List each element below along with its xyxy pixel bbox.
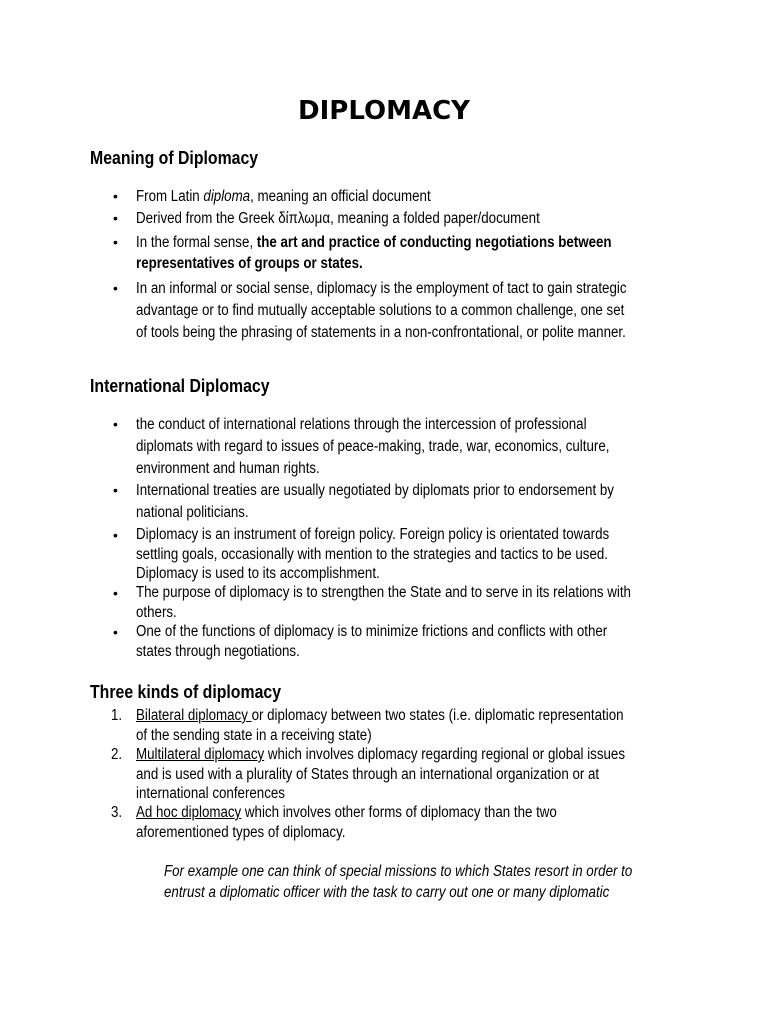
list-item: the conduct of international relations through the intercession of professional diplomats with regard to issues of peace-making, trade, war, economics, culture, environment and human rights. (136, 416, 610, 477)
bullet-icon: • (113, 416, 118, 432)
bullet-icon: • (113, 482, 118, 498)
list-item: Bilateral diplomacy or diplomacy between two states (i.e. diplomatic representation of the sending state in a receiving state) (136, 707, 624, 744)
list-item: In the formal sense, the art and practice of conducting negotiations between representatives of groups or states. (136, 234, 612, 272)
list-number: 3. (111, 804, 123, 821)
section-heading-international: International Diplomacy (90, 376, 270, 396)
example-paragraph: For example one can think of special missions to which States resort in order to entrust a diplomatic officer with the task to carry out one or many diplomatic (164, 863, 633, 901)
list-item: Multilateral diplomacy which involves diplomacy regarding regional or global issues and is used with a plurality of States through an international organization or at international conferences (136, 746, 626, 802)
list-item: One of the functions of diplomacy is to minimize frictions and conflicts with other states through negotiations. (136, 623, 608, 660)
document-title: DIPLOMACY (298, 96, 470, 126)
list-item: Ad hoc diplomacy which involves other forms of diplomacy than the two aforementioned types of diplomacy. (136, 804, 557, 841)
section-heading-meaning: Meaning of Diplomacy (90, 148, 259, 168)
bullet-icon: • (113, 210, 118, 226)
section-heading-kinds: Three kinds of diplomacy (90, 682, 282, 702)
bullet-icon: • (113, 280, 118, 296)
bullet-icon: • (113, 624, 118, 640)
list-item: Derived from the Greek δίπλωμα, meaning a folded paper/document (136, 210, 540, 227)
bullet-icon: • (113, 585, 118, 601)
list-number: 2. (111, 746, 123, 763)
list-number: 1. (111, 707, 123, 724)
bullet-icon: • (113, 188, 118, 204)
list-item: From Latin diploma, meaning an official document (136, 188, 431, 205)
list-item: International treaties are usually negotiated by diplomats prior to endorsement by national politicians. (136, 482, 614, 521)
bullet-icon: • (113, 234, 118, 250)
bullet-icon: • (113, 527, 118, 543)
list-item: The purpose of diplomacy is to strengthen the State and to serve in its relations with others. (136, 584, 631, 621)
list-item: Diplomacy is an instrument of foreign policy. Foreign policy is orientated towards settling goals, occasionally with mention to the strategies and tactics to be used. Diplomacy is used to its accomplishment. (136, 526, 610, 582)
list-item: In an informal or social sense, diplomacy is the employment of tact to gain strategic advantage or to find mutually acceptable solutions to a common challenge, one set of tools being the phrasing of statements in a non-confrontational, or polite manner. (136, 280, 627, 341)
